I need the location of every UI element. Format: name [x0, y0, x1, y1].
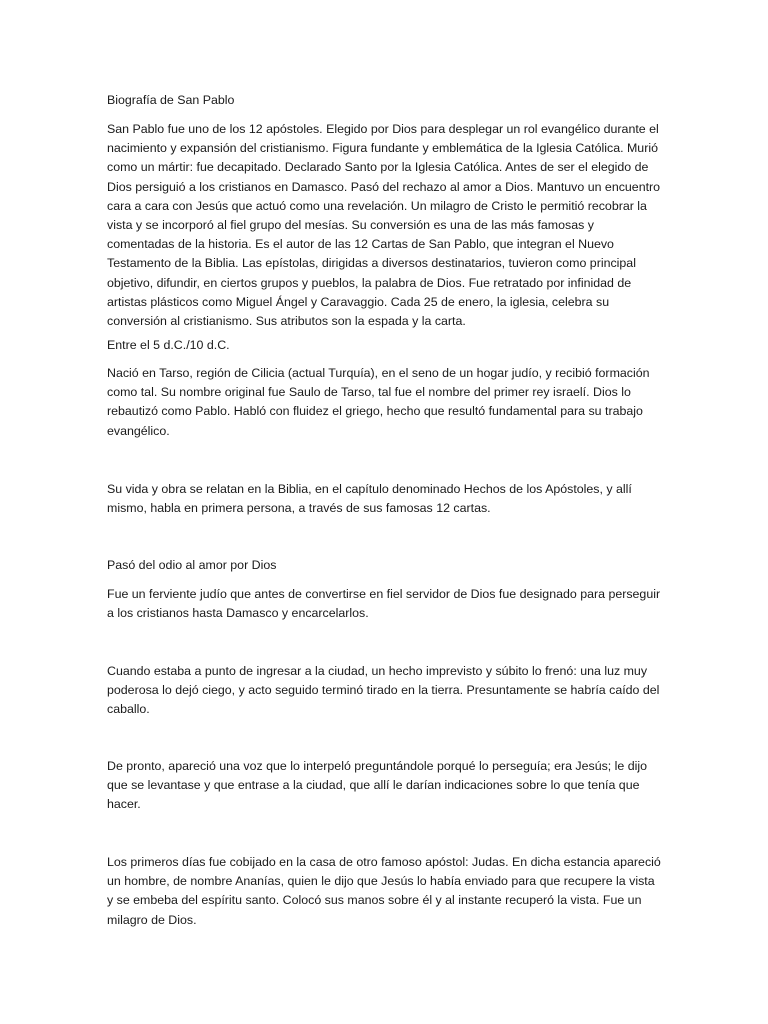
- birth-paragraph: Nació en Tarso, región de Cilicia (actual Turquía), en el seno de un hogar judío, y recibió formación como tal. Su nombre original fue Saulo de Tarso, tal fue el nombre del primer rey israelí. Dios lo rebautizó como Pablo. Habló con fluidez el griego, hecho que resultó fundamental para su trabajo evangélico.: [107, 366, 650, 438]
- intro-paragraph: San Pablo fue uno de los 12 apóstoles. Elegido por Dios para desplegar un rol evangélico durante el nacimiento y expansión del cristianismo. Figura fundante y emblemática de la Iglesia Católica. Murió como un mártir: fue decapitado. Declarado Santo por la Iglesia Católica. Antes de ser el elegido de Dios persiguió a los cristianos en Damasco. Pasó del rechazo al amor a Dios. Mantuvo un encuentro cara a cara con Jesús que actuó como una revelación. Un milagro de Cristo le permitió recobrar la vista y se incorporó al fiel grupo del mesías. Su conversión es una de las más famosas y comentadas de la historia. Es el autor de las 12 Cartas de San Pablo, que integran el Nuevo Testamento de la Biblia. Las epístolas, dirigidas a diversos destinatarios, tuvieron como principal objetivo, difundir, en ciertos grupos y pueblos, la palabra de Dios. Fue retratado por infinidad de artistas plásticos como Miguel Ángel y Caravaggio. Cada 25 de enero, la iglesia, celebra su conversión al cristianismo. Sus atributos son la espada y la carta.: [107, 122, 661, 329]
- first-days-paragraph: Los primeros días fue cobijado en la casa de otro famoso apóstol: Judas. En dicha estancia apareció un hombre, de nombre Ananías, quien le dijo que Jesús lo había enviado para que recupere la vista y se embeba del espíritu santo. Colocó sus manos sobre él y al instante recuperó la vista. Fue un milagro de Dios.: [107, 855, 661, 927]
- document-title: Biografía de San Pablo: [107, 93, 235, 107]
- dates-line: Entre el 5 d.C./10 d.C.: [107, 338, 230, 352]
- fervent-paragraph: Fue un ferviente judío que antes de convertirse en fiel servidor de Dios fue designado para perseguir a los cristianos hasta Damasco y encarcelarlos.: [107, 587, 661, 621]
- city-paragraph: Cuando estaba a punto de ingresar a la ciudad, un hecho imprevisto y súbito lo frenó: una luz muy poderosa lo dejó ciego, y acto seguido terminó tirado en la tierra. Presuntamente se habría caído del caballo.: [107, 664, 660, 717]
- section-heading-love: Pasó del odio al amor por Dios: [107, 558, 277, 572]
- life-paragraph: Su vida y obra se relatan en la Biblia, en el capítulo denominado Hechos de los Apóstoles, y allí mismo, habla en primera persona, a través de sus famosas 12 cartas.: [107, 482, 632, 516]
- voice-paragraph: De pronto, apareció una voz que lo interpeló preguntándole porqué lo perseguía; era Jesús; le dijo que se levantase y que entrase a la ciudad, que allí le darían indicaciones sobre lo que tenía que hacer.: [107, 759, 648, 812]
